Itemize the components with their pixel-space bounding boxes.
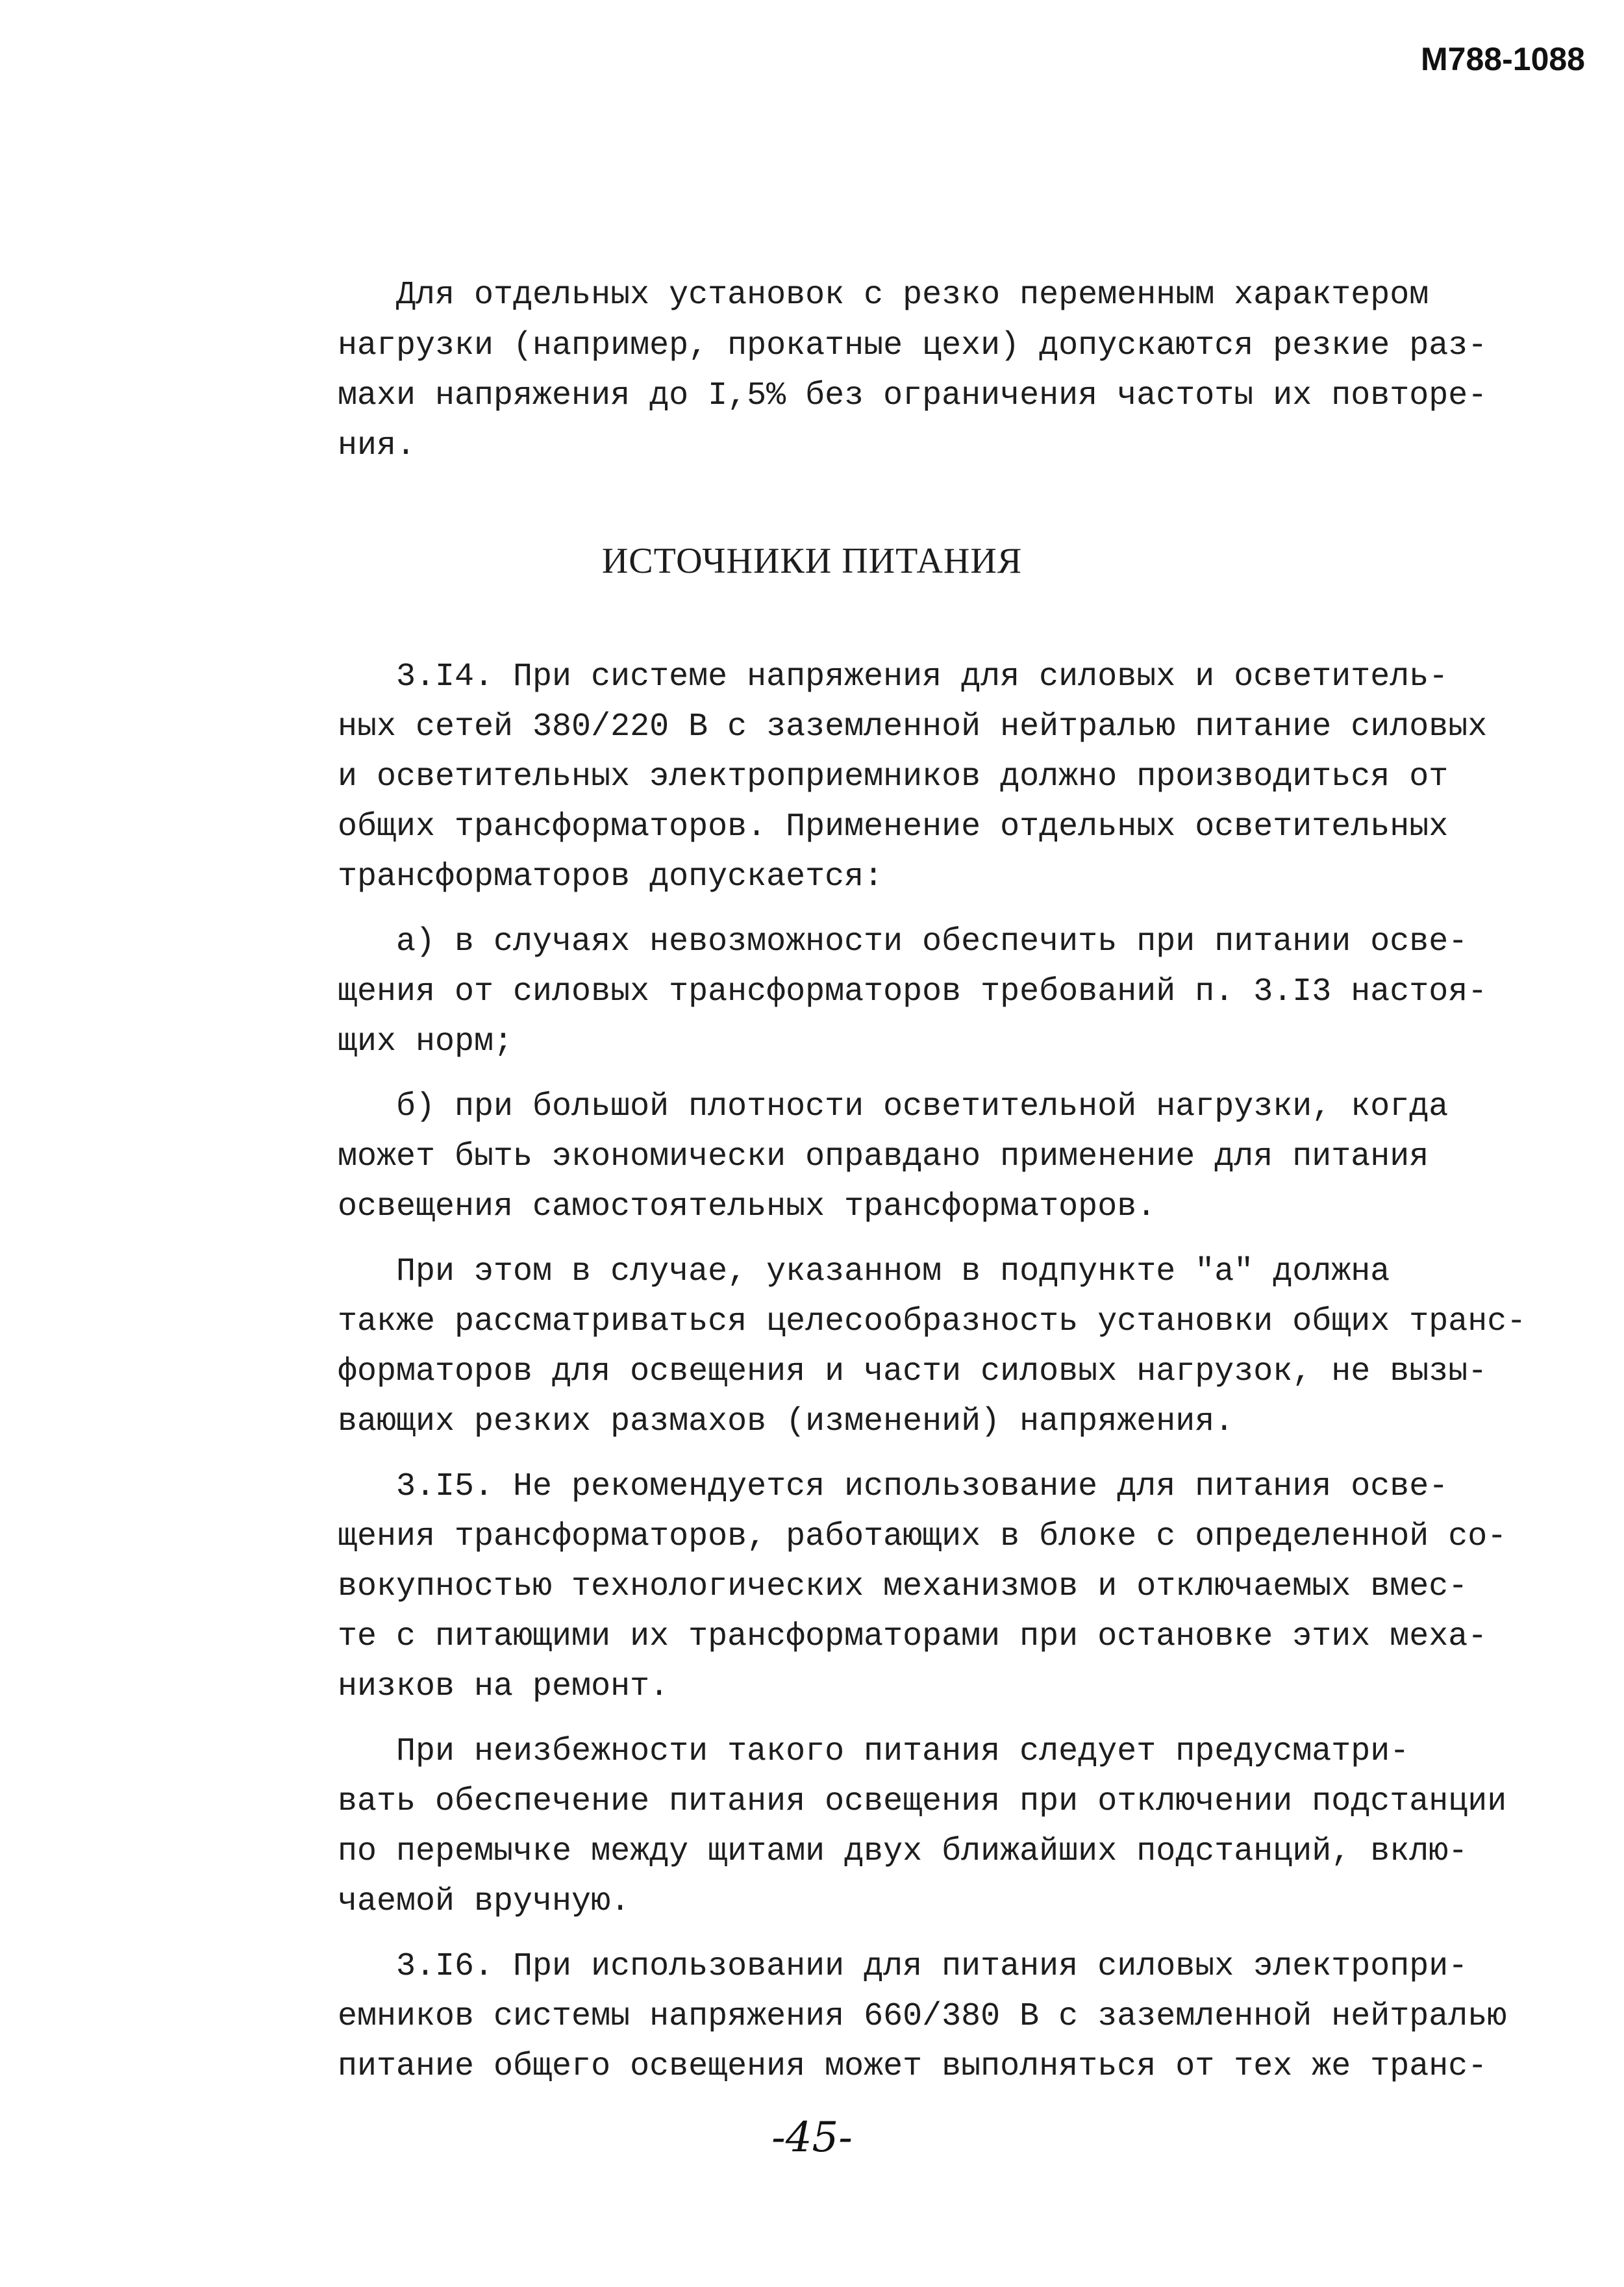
text-line: ных сетей 380/220 В с заземленной нейтралью питание силовых xyxy=(338,708,1488,745)
section-heading: ИСТОЧНИКИ ПИТАНИЯ xyxy=(601,541,1023,581)
text-line: При неизбежности такого питания следует предусматри- xyxy=(338,1733,1410,1770)
text-line: питание общего освещения может выполняться от тех же транс- xyxy=(338,2048,1488,2085)
text-line: низков на ремонт. xyxy=(338,1668,669,1705)
text-line: вающих резких размахов (изменений) напряжения. xyxy=(338,1403,1234,1440)
text-line: форматоров для освещения и части силовых нагрузок, не вызы- xyxy=(338,1353,1488,1390)
text-line: а) в случаях невозможности обеспечить при питании осве- xyxy=(338,923,1468,960)
text-line: чаемой вручную. xyxy=(338,1883,631,1920)
text-line: б) при большой плотности осветительной нагрузки, когда xyxy=(338,1088,1449,1125)
text-line: 3.I5. Не рекомендуется использование для питания осве- xyxy=(338,1468,1449,1505)
text-line: махи напряжения до I,5% без ограничения частоты их повторе- xyxy=(338,377,1488,414)
text-line: освещения самостоятельных трансформаторов. xyxy=(338,1188,1156,1225)
text-line: ния. xyxy=(338,427,416,464)
document-code: М788-1088 xyxy=(1421,41,1585,77)
text-line: щения от силовых трансформаторов требований п. 3.I3 настоя- xyxy=(338,973,1488,1010)
text-line: щих норм; xyxy=(338,1023,514,1060)
text-line: щения трансформаторов, работающих в блоке с определенной со- xyxy=(338,1518,1507,1555)
text-line: трансформаторов допускается: xyxy=(338,858,884,895)
text-line: Для отдельных установок с резко переменным характером xyxy=(338,277,1429,314)
text-line: по перемычке между щитами двух ближайших подстанций, вклю- xyxy=(338,1833,1468,1870)
text-line: При этом в случае, указанном в подпункте "а" должна xyxy=(338,1253,1390,1290)
text-line: емников системы напряжения 660/380 В с заземленной нейтралью xyxy=(338,1998,1507,2035)
text-line: также рассматриваться целесообразность установки общих транс- xyxy=(338,1303,1527,1340)
text-line: те с питающими их трансформаторами при остановке этих меха- xyxy=(338,1618,1488,1655)
text-line: вать обеспечение питания освещения при отключении подстанции xyxy=(338,1783,1507,1820)
text-line: и осветительных электроприемников должно производиться от xyxy=(338,758,1449,795)
page-number: -45- xyxy=(771,2114,853,2162)
text-line: 3.I6. При использовании для питания силовых электропри- xyxy=(338,1948,1468,1985)
text-line: нагрузки (например, прокатные цехи) допускаются резкие раз- xyxy=(338,327,1488,364)
text-line: общих трансформаторов. Применение отдельных осветительных xyxy=(338,808,1449,845)
text-line: 3.I4. При системе напряжения для силовых и осветитель- xyxy=(338,658,1449,695)
text-line: вокупностью технологических механизмов и отключаемых вмес- xyxy=(338,1568,1468,1605)
text-line: может быть экономически оправдано применение для питания xyxy=(338,1138,1429,1175)
